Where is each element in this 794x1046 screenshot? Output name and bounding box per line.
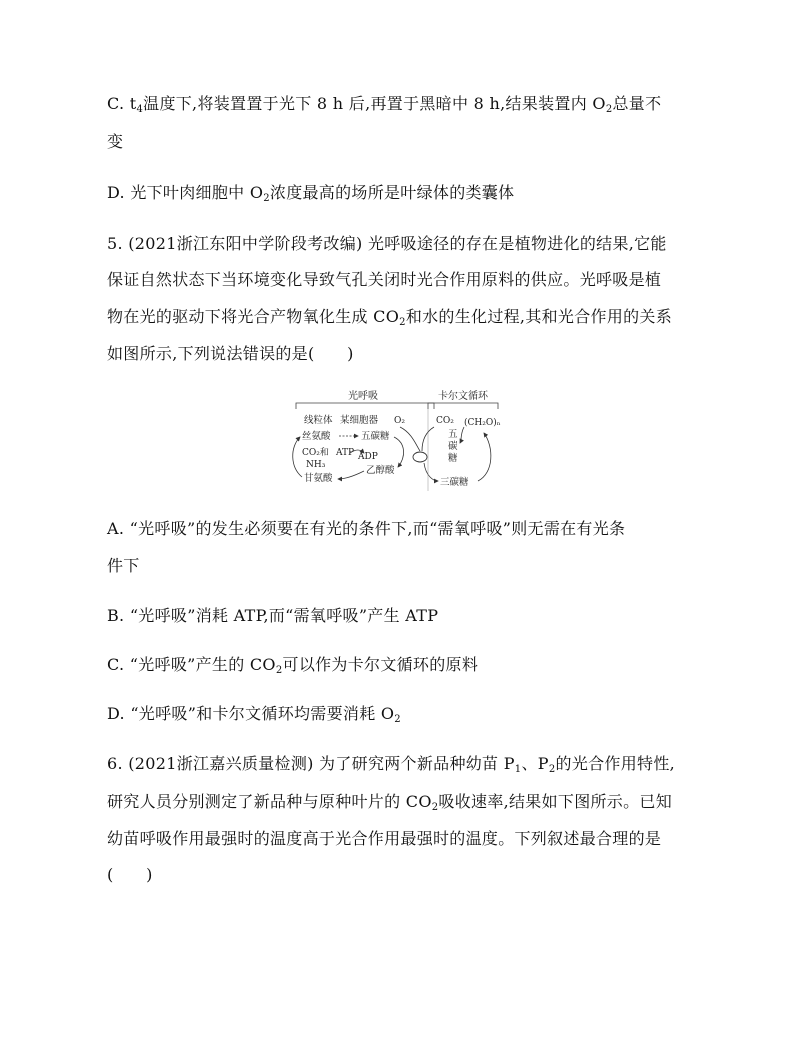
- q4-option-c-line1: [107, 94, 661, 114]
- q5-option-c-text: C. “光呼吸”产生的 CO: [107, 655, 276, 674]
- q6-stem-text: 、P: [521, 754, 549, 773]
- label-serine: 丝氨酸: [302, 431, 331, 442]
- subscript: 2: [275, 665, 283, 676]
- q6-stem-text: 研究人员分别测定了新品种与原种叶片的 CO: [107, 792, 432, 811]
- q4-option-c-text: C. t: [107, 94, 137, 113]
- q5-stem-line3: [107, 307, 672, 327]
- q6-stem-text: 吸收速率,结果如下图所示。已知: [438, 792, 673, 811]
- q6-stem-line4: ( ): [107, 865, 153, 884]
- q5-option-c: [107, 655, 478, 675]
- arrow-triose-to-ch2o: [478, 433, 491, 481]
- arrow-ch2o-to-pentose: [460, 427, 464, 443]
- q5-stem-text: 物在光的驱动下将光合产物氧化生成 CO: [107, 307, 400, 326]
- q5-stem-line1: 5. (2021浙江东阳中学阶段考改编) 光呼吸途径的存在是植物进化的结果,它能: [107, 234, 667, 253]
- q6-stem-line3: 幼苗呼吸作用最强时的温度高于光合作用最强时的温度。下列叙述最合理的是: [107, 829, 662, 848]
- q5-option-a-line1: A. “光呼吸”的发生必须要在有光的条件下,而“需氧呼吸”则无需在有光条: [107, 519, 626, 538]
- label-nh3: NH₃: [306, 460, 326, 470]
- subscript: 2: [431, 802, 439, 813]
- q5-stem-text: 和水的生化过程,其和光合作用的关系: [405, 307, 673, 326]
- label-organelle: 某细胞器: [340, 415, 379, 426]
- subscript: 2: [548, 764, 556, 775]
- q6-stem-text: 6. (2021浙江嘉兴质量检测) 为了研究两个新品种幼苗 P: [107, 754, 515, 773]
- label-adp: ADP: [358, 452, 378, 462]
- q5-option-d-text: D. “光呼吸”和卡尔文循环均需要消耗 O: [107, 704, 395, 723]
- q4-option-d: [107, 183, 514, 203]
- q6-stem-line2: [107, 792, 672, 812]
- q5-option-c-text: 可以作为卡尔文循环的原料: [282, 655, 479, 674]
- label-glycolate: 乙醇酸: [366, 465, 395, 476]
- subscript: 2: [605, 104, 613, 115]
- label-co2-right: CO₂: [436, 416, 454, 426]
- label-o2: O₂: [394, 416, 405, 426]
- subscript: 2: [263, 193, 270, 204]
- arrow-glycine-to-serine: [293, 437, 302, 477]
- label-pentose-vertical-3: 糖: [448, 453, 458, 464]
- q5-option-d: [107, 704, 401, 724]
- label-photorespiration: 光呼吸: [348, 391, 378, 402]
- q6-stem-line1: [107, 754, 675, 774]
- label-ch2o: (CH₂O)ₙ: [464, 418, 501, 428]
- subscript: 1: [514, 764, 522, 775]
- q5-stem-line2: 保证自然状态下当环境变化导致气孔关闭时光合作用原料的供应。光呼吸是植: [107, 270, 662, 289]
- arrow-junction-to-triose: [424, 463, 438, 481]
- subscript: 2: [394, 714, 401, 725]
- q5-option-b: B. “光呼吸”消耗 ATP,而“需氧呼吸”产生 ATP: [107, 606, 439, 625]
- q6-stem-text: 的光合作用特性,: [555, 754, 676, 773]
- junction-node: [413, 452, 427, 462]
- q4-option-d-text: 浓度最高的场所是叶绿体的类囊体: [269, 183, 515, 202]
- q4-option-c-text: 总量不: [612, 94, 662, 113]
- q5-option-a-line2: 件下: [107, 556, 140, 575]
- q5-stem-line4: 如图所示,下列说法错误的是( ): [107, 344, 354, 363]
- subscript: 2: [399, 317, 406, 328]
- label-co2-and: CO₂和: [302, 448, 329, 458]
- label-pentose-left: 五碳糖: [361, 431, 390, 442]
- label-calvin-cycle: 卡尔文循环: [438, 391, 488, 402]
- label-triose: 三碳糖: [440, 477, 469, 488]
- subscript: 4: [136, 104, 144, 115]
- label-pentose-vertical-1: 五: [448, 429, 458, 440]
- label-glycine: 甘氨酸: [304, 473, 333, 484]
- photorespiration-diagram: [288, 387, 518, 497]
- q4-option-c-line2: 变: [107, 132, 124, 151]
- q4-option-c-text: 温度下,将装置置于光下 8 h 后,再置于黑暗中 8 h,结果装置内 O: [143, 94, 606, 113]
- arrow-pentose-to-glycolate: [394, 437, 404, 467]
- q4-option-d-text: D. 光下叶肉细胞中 O: [107, 183, 264, 202]
- label-pentose-vertical-2: 碳: [448, 441, 458, 452]
- arrow-glycolate-to-glycine: [338, 471, 364, 479]
- label-mitochondria: 线粒体: [304, 415, 333, 426]
- label-atp: ATP: [336, 448, 355, 458]
